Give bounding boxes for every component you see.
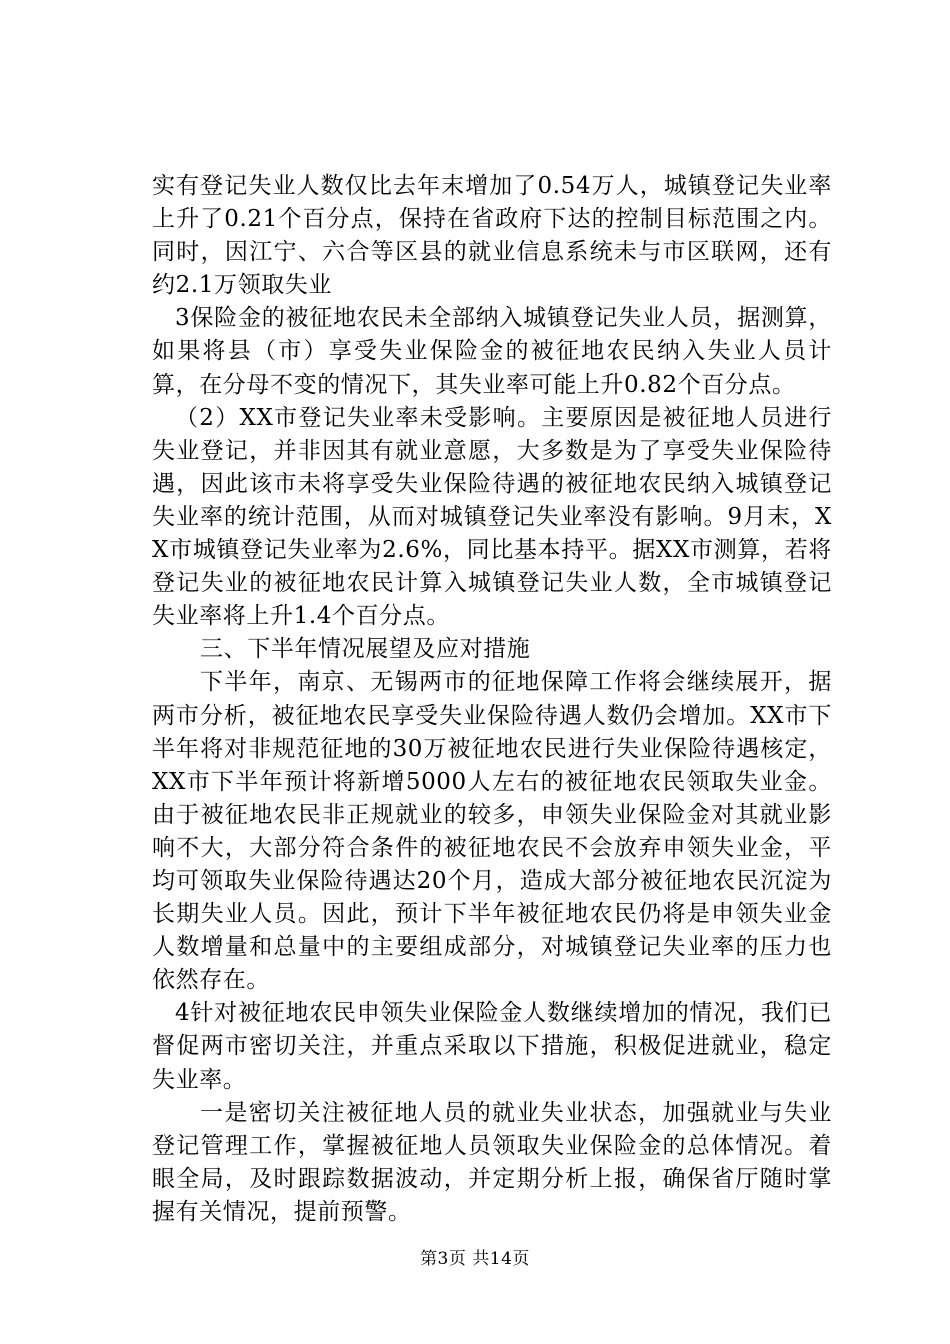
document-body [152, 170, 832, 1229]
paragraph-second-half-outlook: 下半年，南京、无锡两市的征地保障工作将会继续展开，据两市分析，被征地农民享受失业保险待遇人数仍会增加。XX市下半年将对非规范征地的30万被征地农民进行失业保险待遇核定，XX市下半年预计将新增5000人左右的被征地农民领取失业金。由于被征地农民非正规就业的较多，申领失业保险金对其就业影响不大，大部分符合条件的被征地农民不会放弃申领失业金，平均可领取失业保险待遇达20个月，造成大部分被征地农民沉淀为长期失业人员。因此，预计下半年被征地农民仍将是申领失业金人数增量和总量中的主要组成部分，对城镇登记失业率的压力也依然存在。 [152, 669, 832, 994]
page-number-label: 第3页 共14页 [420, 1249, 530, 1269]
section-heading-outlook: 三、下半年情况展望及应对措施 [200, 636, 531, 663]
paragraph-unemployment-count: 实有登记失业人数仅比去年末增加了0.54万人，城镇登记失业率上升了0.21个百分点，保持在省政府下达的控制目标范围之内。同时，因江宁、六合等区县的就业信息系统未与市区联网，还有约2.1万领取失业 [152, 173, 832, 299]
paragraph-insurance-farmers: 3保险金的被征地农民未全部纳入城镇登记失业人员，据测算，如果将县（市）享受失业保险金的被征地农民纳入失业人员计算，在分母不变的情况下，其失业率可能上升0.82个百分点。 [152, 305, 832, 398]
page-footer [0, 1244, 950, 1269]
paragraph-measures-intro: 4针对被征地农民申领失业保险金人数继续增加的情况，我们已督促两市密切关注，并重点采取以下措施，积极促进就业，稳定失业率。 [152, 1000, 832, 1093]
paragraph-city-rate-unaffected: （2）XX市登记失业率未受影响。主要原因是被征地人员进行失业登记，并非因其有就业意愿，大多数是为了享受失业保险待遇，因此该市未将享受失业保险待遇的被征地农民纳入城镇登记失业率的统计范围，从而对城镇登记失业率没有影响。9月末，XX市城镇登记失业率为2.6%，同比基本持平。据XX市测算，若将登记失业的被征地农民计算入城镇登记失业人数，全市城镇登记失业率将上升1.4个百分点。 [152, 404, 832, 630]
paragraph-measure-one: 一是密切关注被征地人员的就业失业状态，加强就业与失业登记管理工作，掌握被征地人员领取失业保险金的总体情况。着眼全局，及时跟踪数据波动，并定期分析上报，确保省厅随时掌握有关情况，提前预警。 [152, 1099, 832, 1225]
